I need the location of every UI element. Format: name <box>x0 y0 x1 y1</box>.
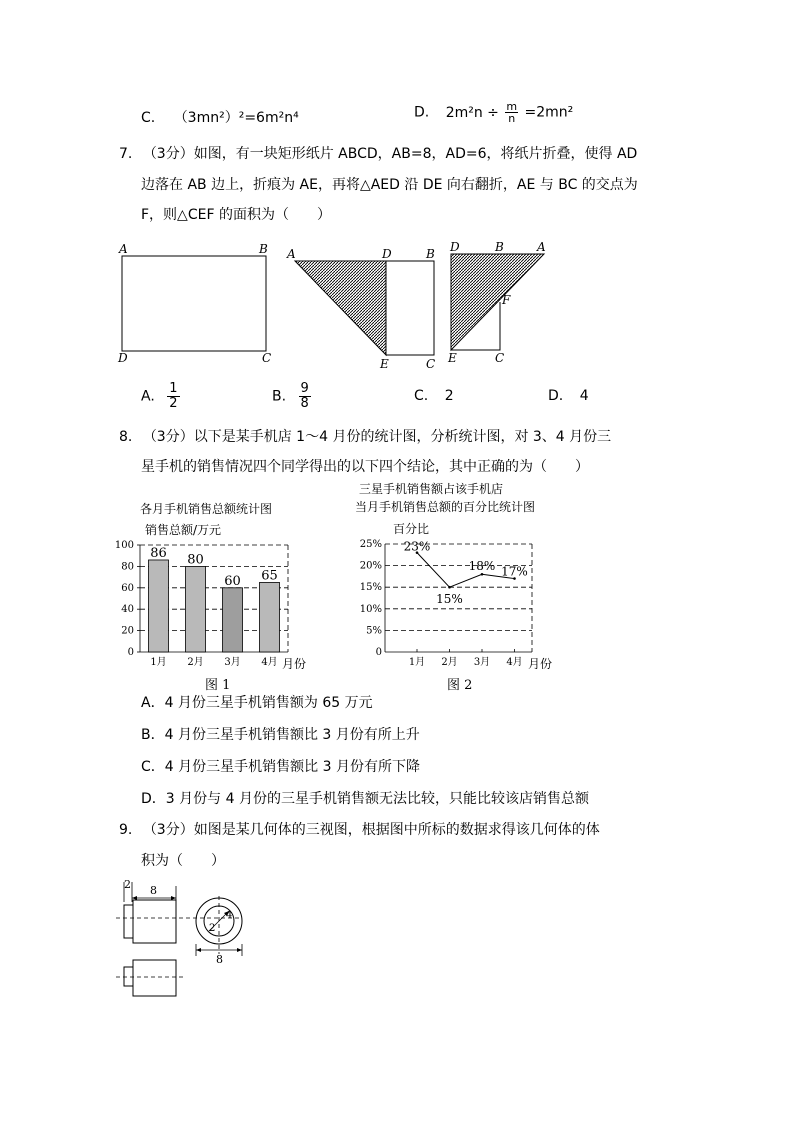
question-points: （3分） <box>142 146 194 162</box>
chart-1-xlabel: 月份 <box>282 657 307 671</box>
q7-line1 <box>119 139 637 169</box>
bar <box>223 588 243 652</box>
option-text: 2 <box>444 388 454 404</box>
data-label: 60 <box>224 573 241 589</box>
dim-8: 8 <box>150 884 157 897</box>
data-label: 17% <box>501 564 528 579</box>
chart-1-title: 各月手机销售总额统计图 <box>140 502 273 516</box>
option-text-pre: 2m²n ÷ <box>445 104 499 121</box>
data-label: 18% <box>468 559 496 574</box>
y-tick-label: 0 <box>375 647 382 658</box>
q8-option-b: B．4 月份三星手机销售额比 3 月份有所上升 <box>141 727 420 743</box>
label-c: C <box>495 351 505 365</box>
label-a: A <box>287 247 296 261</box>
bar <box>260 582 280 652</box>
dim-8b: 8 <box>216 953 223 966</box>
chart-2-caption: 图 2 <box>447 678 473 693</box>
chart-2-title-line2: 当月手机销售总额的百分比统计图 <box>355 500 536 514</box>
y-tick-label: 20% <box>359 560 382 572</box>
question-text: 以下是某手机店 1～4 月份的统计图，分析统计图，对 3、4 月份三 <box>193 429 612 445</box>
y-tick-label: 15% <box>359 582 382 594</box>
chart-1-ylabel: 销售总额/万元 <box>145 523 222 537</box>
bar <box>149 560 169 652</box>
q6-option-d <box>414 101 573 124</box>
q7-line3: F，则△CEF 的面积为（ ） <box>141 207 331 223</box>
question-number: 9. <box>119 822 133 838</box>
dim-2b: 2 <box>209 923 216 934</box>
category-label: 3月 <box>224 657 241 668</box>
option-label: A. <box>141 388 155 405</box>
label-e: E <box>380 357 389 371</box>
q7-option-b <box>272 382 311 411</box>
option-label: C. <box>141 110 156 126</box>
q7-option-a <box>141 382 180 411</box>
q9-line2: 积为（ ） <box>141 853 225 869</box>
label-d: D <box>450 240 460 254</box>
line-chart <box>355 535 570 670</box>
label-b: B <box>259 242 268 256</box>
category-label: 2月 <box>441 657 458 668</box>
chart-1-container <box>110 500 350 695</box>
option-text: （3mn²）²=6m²n⁴ <box>173 110 299 126</box>
label-d: D <box>118 351 128 365</box>
chart-2-title-line1: 三星手机销售额占该手机店 <box>359 482 504 496</box>
fraction: $\frac{9}{8}$ <box>300 381 309 411</box>
question-text: 如图是某几何体的三视图，根据图中所标的数据求得该几何体的体 <box>193 822 600 838</box>
label-a: A <box>537 240 546 254</box>
q8-line2: 星手机的销售情况四个同学得出的以下四个结论，其中正确的为（ ） <box>141 459 589 475</box>
q7-option-d <box>548 388 589 404</box>
q7-figure <box>110 238 560 373</box>
dim-4: 4 <box>226 910 233 921</box>
folded-triangle <box>295 261 386 355</box>
dim-2: 2 <box>124 878 131 891</box>
label-e: E <box>448 351 457 365</box>
chart-2-ylabel: 百分比 <box>393 522 430 536</box>
q9-line1 <box>119 815 600 845</box>
top-view <box>116 960 184 996</box>
label-f: F <box>502 293 511 307</box>
fraction: $\frac{1}{2}$ <box>169 381 178 411</box>
label-c: C <box>262 351 272 365</box>
chart-1-caption: 图 1 <box>205 678 231 693</box>
option-text-post: =2mn² <box>524 104 574 121</box>
y-tick-label: 0 <box>127 647 134 658</box>
category-label: 4月 <box>261 657 278 668</box>
side-view <box>196 896 242 966</box>
q6-option-c <box>141 107 299 127</box>
category-label: 2月 <box>187 657 204 668</box>
y-tick-label: 5% <box>366 625 382 637</box>
y-tick-label: 40 <box>121 604 134 616</box>
category-label: 1月 <box>150 657 167 668</box>
category-label: 3月 <box>473 657 491 668</box>
question-number: 8. <box>119 429 133 445</box>
bar <box>186 566 206 652</box>
data-label: 86 <box>150 545 167 561</box>
remaining-rect <box>386 261 434 355</box>
data-point <box>448 586 451 589</box>
front-view <box>116 878 242 943</box>
label-d: D <box>382 247 392 261</box>
rect-abcd <box>122 256 266 351</box>
option-label: B. <box>272 388 287 405</box>
y-tick-label: 60 <box>121 582 134 594</box>
y-tick-label: 100 <box>114 540 134 551</box>
option-label: D. <box>414 104 430 121</box>
question-text: 如图，有一块矩形纸片 ABCD，AB=8，AD=6，将纸片折叠，使得 AD <box>193 146 638 162</box>
question-points: （3分） <box>142 429 194 445</box>
q8-line1 <box>119 422 611 452</box>
q7-line2: 边落在 AB 边上，折痕为 AE，再将△AED 沿 DE 向右翻折，AE 与 BC 的交点为 <box>141 177 638 193</box>
data-label: 80 <box>187 552 204 568</box>
y-tick-label: 80 <box>121 561 134 573</box>
series-line <box>417 553 515 588</box>
chart-2-container <box>355 480 570 695</box>
data-point <box>481 573 484 576</box>
data-label: 23% <box>403 539 431 554</box>
option-label: C. <box>414 388 429 404</box>
chart-2-xlabel: 月份 <box>528 657 553 671</box>
option-label: D. <box>548 388 564 404</box>
category-label: 1月 <box>408 657 426 668</box>
bar-chart <box>110 535 350 670</box>
q9-three-view-figure <box>112 872 257 1007</box>
label-b: B <box>426 247 435 261</box>
q8-option-c: C．4 月份三星手机销售额比 3 月份有所下降 <box>141 759 420 775</box>
label-b: B <box>495 240 504 254</box>
y-tick-label: 10% <box>359 603 382 615</box>
y-tick-label: 25% <box>359 539 382 550</box>
q8-option-a: A．4 月份三星手机销售额为 65 万元 <box>141 695 373 711</box>
category-label: 4月 <box>506 657 523 668</box>
q7-option-c <box>414 388 454 404</box>
label-a: A <box>119 242 128 256</box>
fraction: $\frac{m}{n}$ <box>506 100 518 125</box>
label-c: C <box>426 357 436 371</box>
q8-option-d: D．3 月份与 4 月份的三星手机销售额无法比较，只能比较该店销售总额 <box>141 791 589 807</box>
data-label: 65 <box>261 568 278 584</box>
question-number: 7. <box>119 146 133 162</box>
data-label: 15% <box>436 592 463 607</box>
question-points: （3分） <box>142 822 194 838</box>
flipped-triangle <box>451 254 544 350</box>
y-tick-label: 20 <box>121 625 134 637</box>
option-text: 4 <box>579 388 589 404</box>
